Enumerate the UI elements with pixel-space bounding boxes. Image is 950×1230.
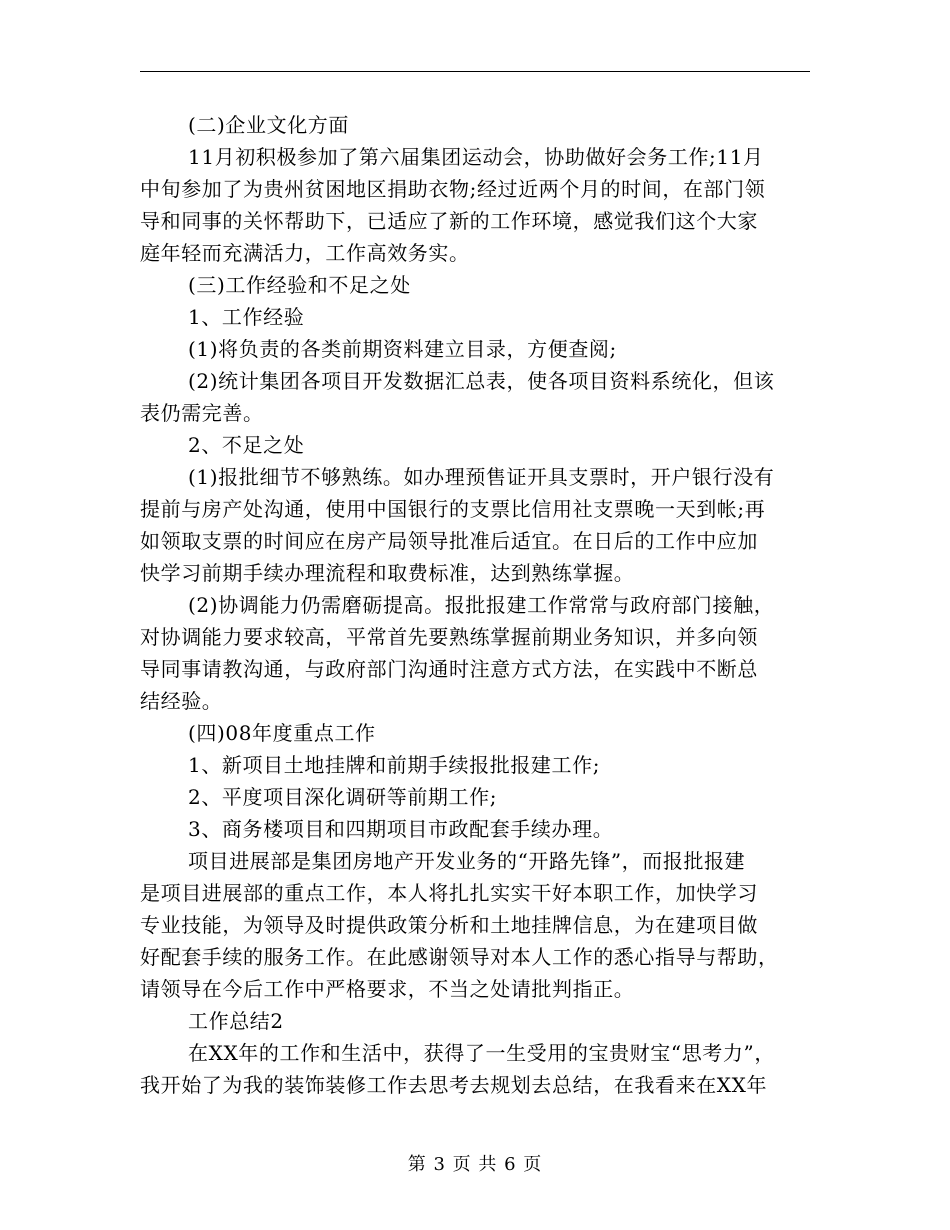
page-number-footer: 第 3 页 共 6 页 xyxy=(407,1154,543,1175)
section-heading-summary-2: 工作总结2 xyxy=(188,1009,284,1033)
paragraph-line: 请领导在今后工作中严格要求，不当之处请批判指正。 xyxy=(140,977,635,1001)
paragraph-line: 我开始了为我的装饰装修工作去思考去规划去总结，在我看来在XX年 xyxy=(140,1073,768,1097)
paragraph-line: 好配套手续的服务工作。在此感谢领导对本人工作的悉心指导与帮助， xyxy=(140,945,779,969)
paragraph-line: 导和同事的关怀帮助下，已适应了新的工作环境，感觉我们这个大家 xyxy=(140,209,758,233)
list-item: 1、新项目土地挂牌和前期手续报批报建工作; xyxy=(188,753,601,777)
paragraph-line: 结经验。 xyxy=(140,689,223,713)
section-heading-corporate-culture: (二)企业文化方面 xyxy=(188,113,350,137)
list-item: (1)报批细节不够熟练。如办理预售证开具支票时，开户银行没有 xyxy=(188,465,775,489)
paragraph-line: 表仍需完善。 xyxy=(140,401,264,425)
list-item: 3、商务楼项目和四期项目市政配套手续办理。 xyxy=(188,817,614,841)
paragraph-line: 快学习前期手续办理流程和取费标准，达到熟练掌握。 xyxy=(140,561,635,585)
paragraph-line: 项目进展部是集团房地产开发业务的“开路先锋”，而报批报建 xyxy=(188,849,746,873)
paragraph-line: 庭年轻而充满活力，工作高效务实。 xyxy=(140,241,470,265)
paragraph-line: 提前与房产处沟通，使用中国银行的支票比信用社支票晚一天到帐;再 xyxy=(140,497,766,521)
header-rule xyxy=(140,71,810,72)
list-item: (2)统计集团各项目开发数据汇总表，使各项目资料系统化，但该 xyxy=(188,369,775,393)
list-item: 2、平度项目深化调研等前期工作; xyxy=(188,785,498,809)
section-heading-experience: (三)工作经验和不足之处 xyxy=(188,273,411,297)
paragraph-line: 11月初积极参加了第六届集团运动会，协助做好会务工作;11月 xyxy=(188,145,764,169)
paragraph-line: 对协调能力要求较高，平常首先要熟练掌握前期业务知识，并多向领 xyxy=(140,625,758,649)
paragraph-line: 专业技能，为领导及时提供政策分析和土地挂牌信息，为在建项目做 xyxy=(140,913,758,937)
subheading-shortcomings: 2、不足之处 xyxy=(188,433,305,457)
subheading-work-experience: 1、工作经验 xyxy=(188,305,305,329)
paragraph-line: 是项目进展部的重点工作，本人将扎扎实实干好本职工作，加快学习 xyxy=(140,881,758,905)
section-heading-key-work: (四)08年度重点工作 xyxy=(188,721,376,745)
list-item: (1)将负责的各类前期资料建立目录，方便查阅; xyxy=(188,337,617,361)
paragraph-line: 导同事请教沟通，与政府部门沟通时注意方式方法，在实践中不断总 xyxy=(140,657,758,681)
paragraph-line: 如领取支票的时间应在房产局领导批准后适宜。在日后的工作中应加 xyxy=(140,529,758,553)
paragraph-line: 在XX年的工作和生活中，获得了一生受用的宝贵财宝“思考力”， xyxy=(188,1041,775,1065)
document-body xyxy=(140,109,810,1101)
list-item: (2)协调能力仍需磨砺提高。报批报建工作常常与政府部门接触， xyxy=(188,593,775,617)
paragraph-line: 中旬参加了为贵州贫困地区捐助衣物;经过近两个月的时间，在部门领 xyxy=(140,177,766,201)
